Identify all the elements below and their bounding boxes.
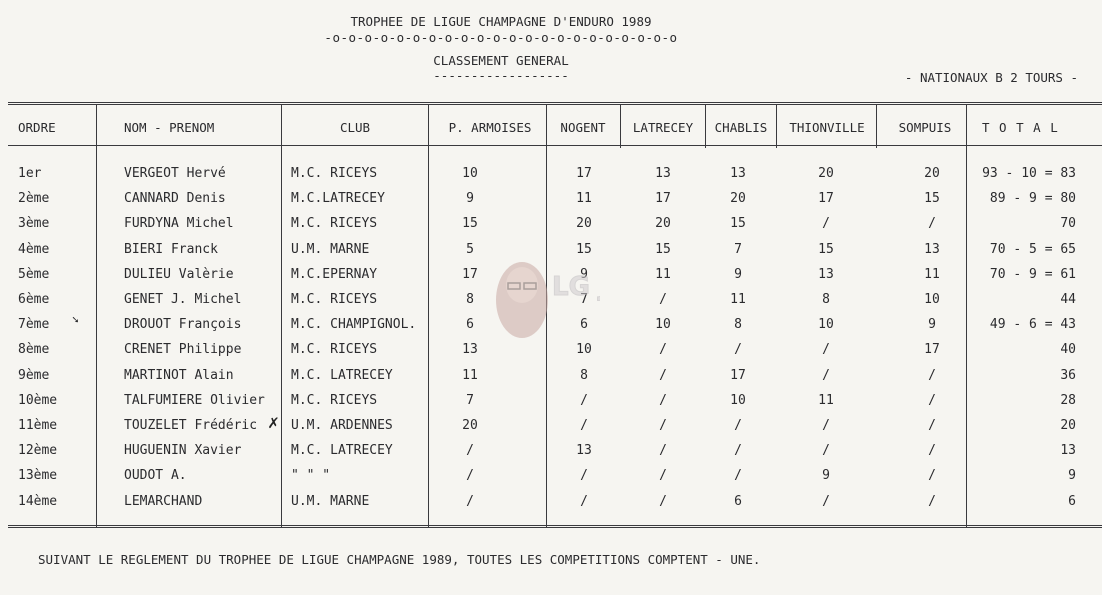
- cell-ordre: 13ème: [18, 468, 58, 484]
- col-divider: [620, 104, 621, 148]
- cell-thionville: /: [822, 418, 830, 433]
- cell-latrecey: /: [659, 342, 667, 358]
- cell-thionville: 13: [818, 266, 834, 282]
- cell-latrecey: /: [659, 468, 667, 484]
- col-header-sompuis: SOMPUIS: [898, 120, 952, 135]
- document-title: TROPHEE DE LIGUE CHAMPAGNE D'ENDURO 1989: [350, 14, 652, 29]
- cell-thionville: /: [822, 342, 830, 358]
- cell-nogent: /: [580, 493, 588, 509]
- table-top-rule-double: [8, 104, 1102, 105]
- cell-club: M.C. RICEYS: [291, 216, 378, 232]
- cell-nom: MARTINOT Alain: [124, 367, 234, 383]
- col-header-chablis: CHABLIS: [714, 120, 768, 135]
- cell-nogent: /: [580, 468, 588, 484]
- cell-nom: VERGEOT Hervé: [124, 166, 226, 181]
- col-header-nogent: NOGENT: [560, 120, 606, 135]
- cell-nogent: 15: [576, 241, 592, 257]
- cell-nom: FURDYNA Michel: [124, 216, 234, 232]
- cell-total: 6: [1068, 493, 1076, 509]
- cell-total: 93 - 10 = 83: [982, 166, 1076, 181]
- cell-latrecey: /: [659, 443, 667, 459]
- cell-nogent: 9: [580, 266, 588, 282]
- col-header-armoises: P. ARMOISES: [448, 120, 532, 135]
- cell-ordre: 12ème: [18, 443, 58, 459]
- cell-nom: DULIEU Valèrie: [124, 266, 234, 282]
- cell-thionville: 10: [818, 317, 834, 333]
- cell-nom: LEMARCHAND: [124, 493, 203, 509]
- cell-total: 13: [1060, 443, 1076, 459]
- cell-armoises: 7: [466, 392, 474, 408]
- cell-chablis: 20: [730, 191, 746, 207]
- cell-chablis: 11: [730, 292, 746, 307]
- cell-ordre: 14ème: [18, 493, 58, 509]
- cell-nogent: 8: [580, 367, 588, 383]
- cell-club: M.C. RICEYS: [291, 392, 378, 408]
- cell-latrecey: 11: [655, 266, 671, 282]
- cell-ordre: 1er: [18, 166, 42, 181]
- cell-chablis: 13: [730, 166, 746, 181]
- subtitle-underline: ------------------: [433, 68, 569, 83]
- cell-sompuis: /: [928, 493, 936, 509]
- cell-nom: TALFUMIERE Olivier: [124, 392, 265, 408]
- cell-nogent: 20: [576, 216, 592, 232]
- cell-total: 20: [1060, 418, 1076, 433]
- cell-club: " " ": [291, 468, 331, 484]
- cell-ordre: 9ème: [18, 367, 50, 383]
- cell-club: M.C.LATRECEY: [291, 191, 385, 207]
- cell-nogent: /: [580, 392, 588, 408]
- cell-total: 70 - 9 = 61: [989, 266, 1076, 282]
- cell-nom: TOUZELET Frédéric: [124, 418, 258, 433]
- cell-club: M.C. CHAMPIGNOL.: [291, 317, 417, 333]
- cell-latrecey: 10: [655, 317, 671, 333]
- cell-chablis: 17: [730, 367, 746, 383]
- cell-total: 36: [1060, 367, 1076, 383]
- cell-ordre: 3ème: [18, 216, 50, 232]
- title-decoration: -o-o-o-o-o-o-o-o-o-o-o-o-o-o-o-o-o-o-o-o-o-o: [324, 30, 678, 45]
- cell-chablis: 10: [730, 392, 746, 408]
- table-row: [0, 191, 1102, 216]
- cell-club: M.C.EPERNAY: [291, 266, 378, 282]
- cell-total: 70: [1060, 216, 1076, 232]
- cell-sompuis: /: [928, 367, 936, 383]
- col-divider: [776, 104, 777, 148]
- cell-ordre: 10ème: [18, 392, 58, 408]
- cell-chablis: 7: [734, 241, 742, 257]
- col-header-ordre: ORDRE: [18, 120, 56, 135]
- cell-nom: GENET J. Michel: [124, 292, 242, 307]
- cell-sompuis: /: [928, 418, 936, 433]
- cell-club: U.M. MARNE: [291, 241, 370, 257]
- cell-latrecey: 13: [655, 166, 671, 181]
- cell-sompuis: 20: [924, 166, 940, 181]
- table-row: [0, 468, 1102, 493]
- cell-latrecey: /: [659, 493, 667, 509]
- cell-thionville: 8: [822, 292, 830, 307]
- cell-club: M.C. RICEYS: [291, 166, 378, 181]
- cell-armoises: /: [466, 443, 474, 459]
- cell-nom: DROUOT François: [124, 317, 242, 333]
- cell-sompuis: 11: [924, 266, 940, 282]
- cell-nogent: 6: [580, 317, 588, 333]
- cell-total: 44: [1060, 292, 1076, 307]
- cell-armoises: 5: [466, 241, 474, 257]
- cell-armoises: 11: [462, 367, 478, 383]
- cell-chablis: 9: [734, 266, 742, 282]
- cell-thionville: /: [822, 493, 830, 509]
- cell-total: 40: [1060, 342, 1076, 358]
- cell-sompuis: 15: [924, 191, 940, 207]
- col-divider: [705, 104, 706, 148]
- cell-total: 70 - 5 = 65: [989, 241, 1076, 257]
- table-top-rule: [8, 102, 1102, 103]
- cell-sompuis: /: [928, 468, 936, 484]
- col-header-thionville: THIONVILLE: [789, 120, 865, 135]
- cell-chablis: 6: [734, 493, 742, 509]
- cell-thionville: 9: [822, 468, 830, 484]
- cell-ordre: 4ème: [18, 241, 50, 257]
- cell-nogent: 11: [576, 191, 592, 207]
- col-header-latrecey: LATRECEY: [632, 120, 694, 135]
- table-row: [0, 166, 1102, 191]
- table-row: [0, 216, 1102, 241]
- cell-sompuis: 17: [924, 342, 940, 358]
- cell-nogent: 7: [580, 292, 588, 307]
- cell-ordre: 5ème: [18, 266, 50, 282]
- col-header-nom: NOM - PRENOM: [124, 120, 215, 135]
- cell-armoises: 8: [466, 292, 474, 307]
- document-subtitle: CLASSEMENT GENERAL: [433, 53, 569, 68]
- cell-club: M.C. RICEYS: [291, 292, 378, 307]
- table-row: [0, 393, 1102, 418]
- cell-club: U.M. MARNE: [291, 493, 370, 509]
- cell-chablis: 15: [730, 216, 746, 232]
- table-row: [0, 342, 1102, 367]
- cell-latrecey: 20: [655, 216, 671, 232]
- cell-nogent: 10: [576, 342, 592, 358]
- table-row: [0, 418, 1102, 443]
- cell-sompuis: 9: [928, 317, 936, 333]
- cell-armoises: 20: [462, 418, 478, 433]
- cell-thionville: 15: [818, 241, 834, 257]
- watermark-text: LG: [552, 272, 590, 302]
- cell-thionville: /: [822, 443, 830, 459]
- cell-thionville: 17: [818, 191, 834, 207]
- cell-armoises: 10: [462, 166, 478, 181]
- category-label: - NATIONAUX B 2 TOURS -: [904, 70, 1078, 85]
- cell-total: 9: [1068, 468, 1076, 484]
- cell-thionville: 20: [818, 166, 834, 181]
- header-bottom-rule: [8, 145, 1102, 146]
- cell-club: M.C. RICEYS: [291, 342, 378, 358]
- cell-total: 49 - 6 = 43: [989, 317, 1076, 333]
- cell-sompuis: /: [928, 443, 936, 459]
- cell-armoises: 9: [466, 191, 474, 207]
- cell-nogent: /: [580, 418, 588, 433]
- cell-sompuis: /: [928, 216, 936, 232]
- col-divider: [876, 104, 877, 148]
- footer-note: SUIVANT LE REGLEMENT DU TROPHEE DE LIGUE CHAMPAGNE 1989, TOUTES LES COMPETITIONS COMPTENT - UNE.: [38, 552, 761, 567]
- cell-nogent: 13: [576, 443, 592, 459]
- cell-club: U.M. ARDENNES: [291, 418, 393, 433]
- cell-armoises: 17: [462, 266, 478, 282]
- cell-total: 89 - 9 = 80: [989, 191, 1076, 207]
- cell-armoises: 15: [462, 216, 478, 232]
- cell-latrecey: /: [659, 392, 667, 408]
- table-row: [0, 368, 1102, 393]
- cell-total: 28: [1060, 392, 1076, 408]
- cell-sompuis: 13: [924, 241, 940, 257]
- check-mark-icon: ✗: [268, 412, 279, 433]
- cell-armoises: /: [466, 493, 474, 509]
- cell-armoises: /: [466, 468, 474, 484]
- cell-chablis: /: [734, 443, 742, 459]
- cell-nom: HUGUENIN Xavier: [124, 443, 242, 459]
- cell-sompuis: /: [928, 392, 936, 408]
- cell-nogent: 17: [576, 166, 592, 181]
- cell-club: M.C. LATRECEY: [291, 443, 393, 459]
- cell-armoises: 13: [462, 342, 478, 358]
- cell-nom: CRENET Philippe: [124, 342, 242, 358]
- table-row: [0, 443, 1102, 468]
- cell-thionville: /: [822, 216, 830, 232]
- cell-latrecey: 15: [655, 241, 671, 257]
- cell-chablis: 8: [734, 317, 742, 333]
- cell-ordre: 2ème: [18, 191, 50, 207]
- cell-nom: BIERI Franck: [124, 241, 218, 257]
- cell-latrecey: 17: [655, 191, 671, 207]
- cell-thionville: /: [822, 367, 830, 383]
- cell-nom: OUDOT A.: [124, 468, 187, 484]
- portrait-logo-icon: [490, 255, 600, 345]
- col-header-club: CLUB: [339, 120, 371, 135]
- cell-ordre: 11ème: [18, 418, 58, 433]
- cell-thionville: 11: [818, 392, 834, 408]
- cell-chablis: /: [734, 418, 742, 433]
- cell-ordre: 6ème: [18, 292, 50, 307]
- cell-latrecey: /: [659, 418, 667, 433]
- cell-latrecey: /: [659, 367, 667, 383]
- table-bottom-rule: [8, 525, 1102, 526]
- cell-nom: CANNARD Denis: [124, 191, 226, 207]
- cell-ordre: 8ème: [18, 342, 50, 358]
- cell-club: M.C. LATRECEY: [291, 367, 393, 383]
- cell-latrecey: /: [659, 292, 667, 307]
- table-row: [0, 494, 1102, 519]
- table-bottom-rule-double: [8, 527, 1102, 528]
- cell-chablis: /: [734, 342, 742, 358]
- cell-sompuis: 10: [924, 292, 940, 307]
- arrow-mark-icon: ➘: [72, 313, 79, 326]
- cell-armoises: 6: [466, 317, 474, 333]
- cell-ordre: 7ème: [18, 317, 50, 333]
- col-header-total: T O T A L: [982, 120, 1059, 135]
- cell-chablis: /: [734, 468, 742, 484]
